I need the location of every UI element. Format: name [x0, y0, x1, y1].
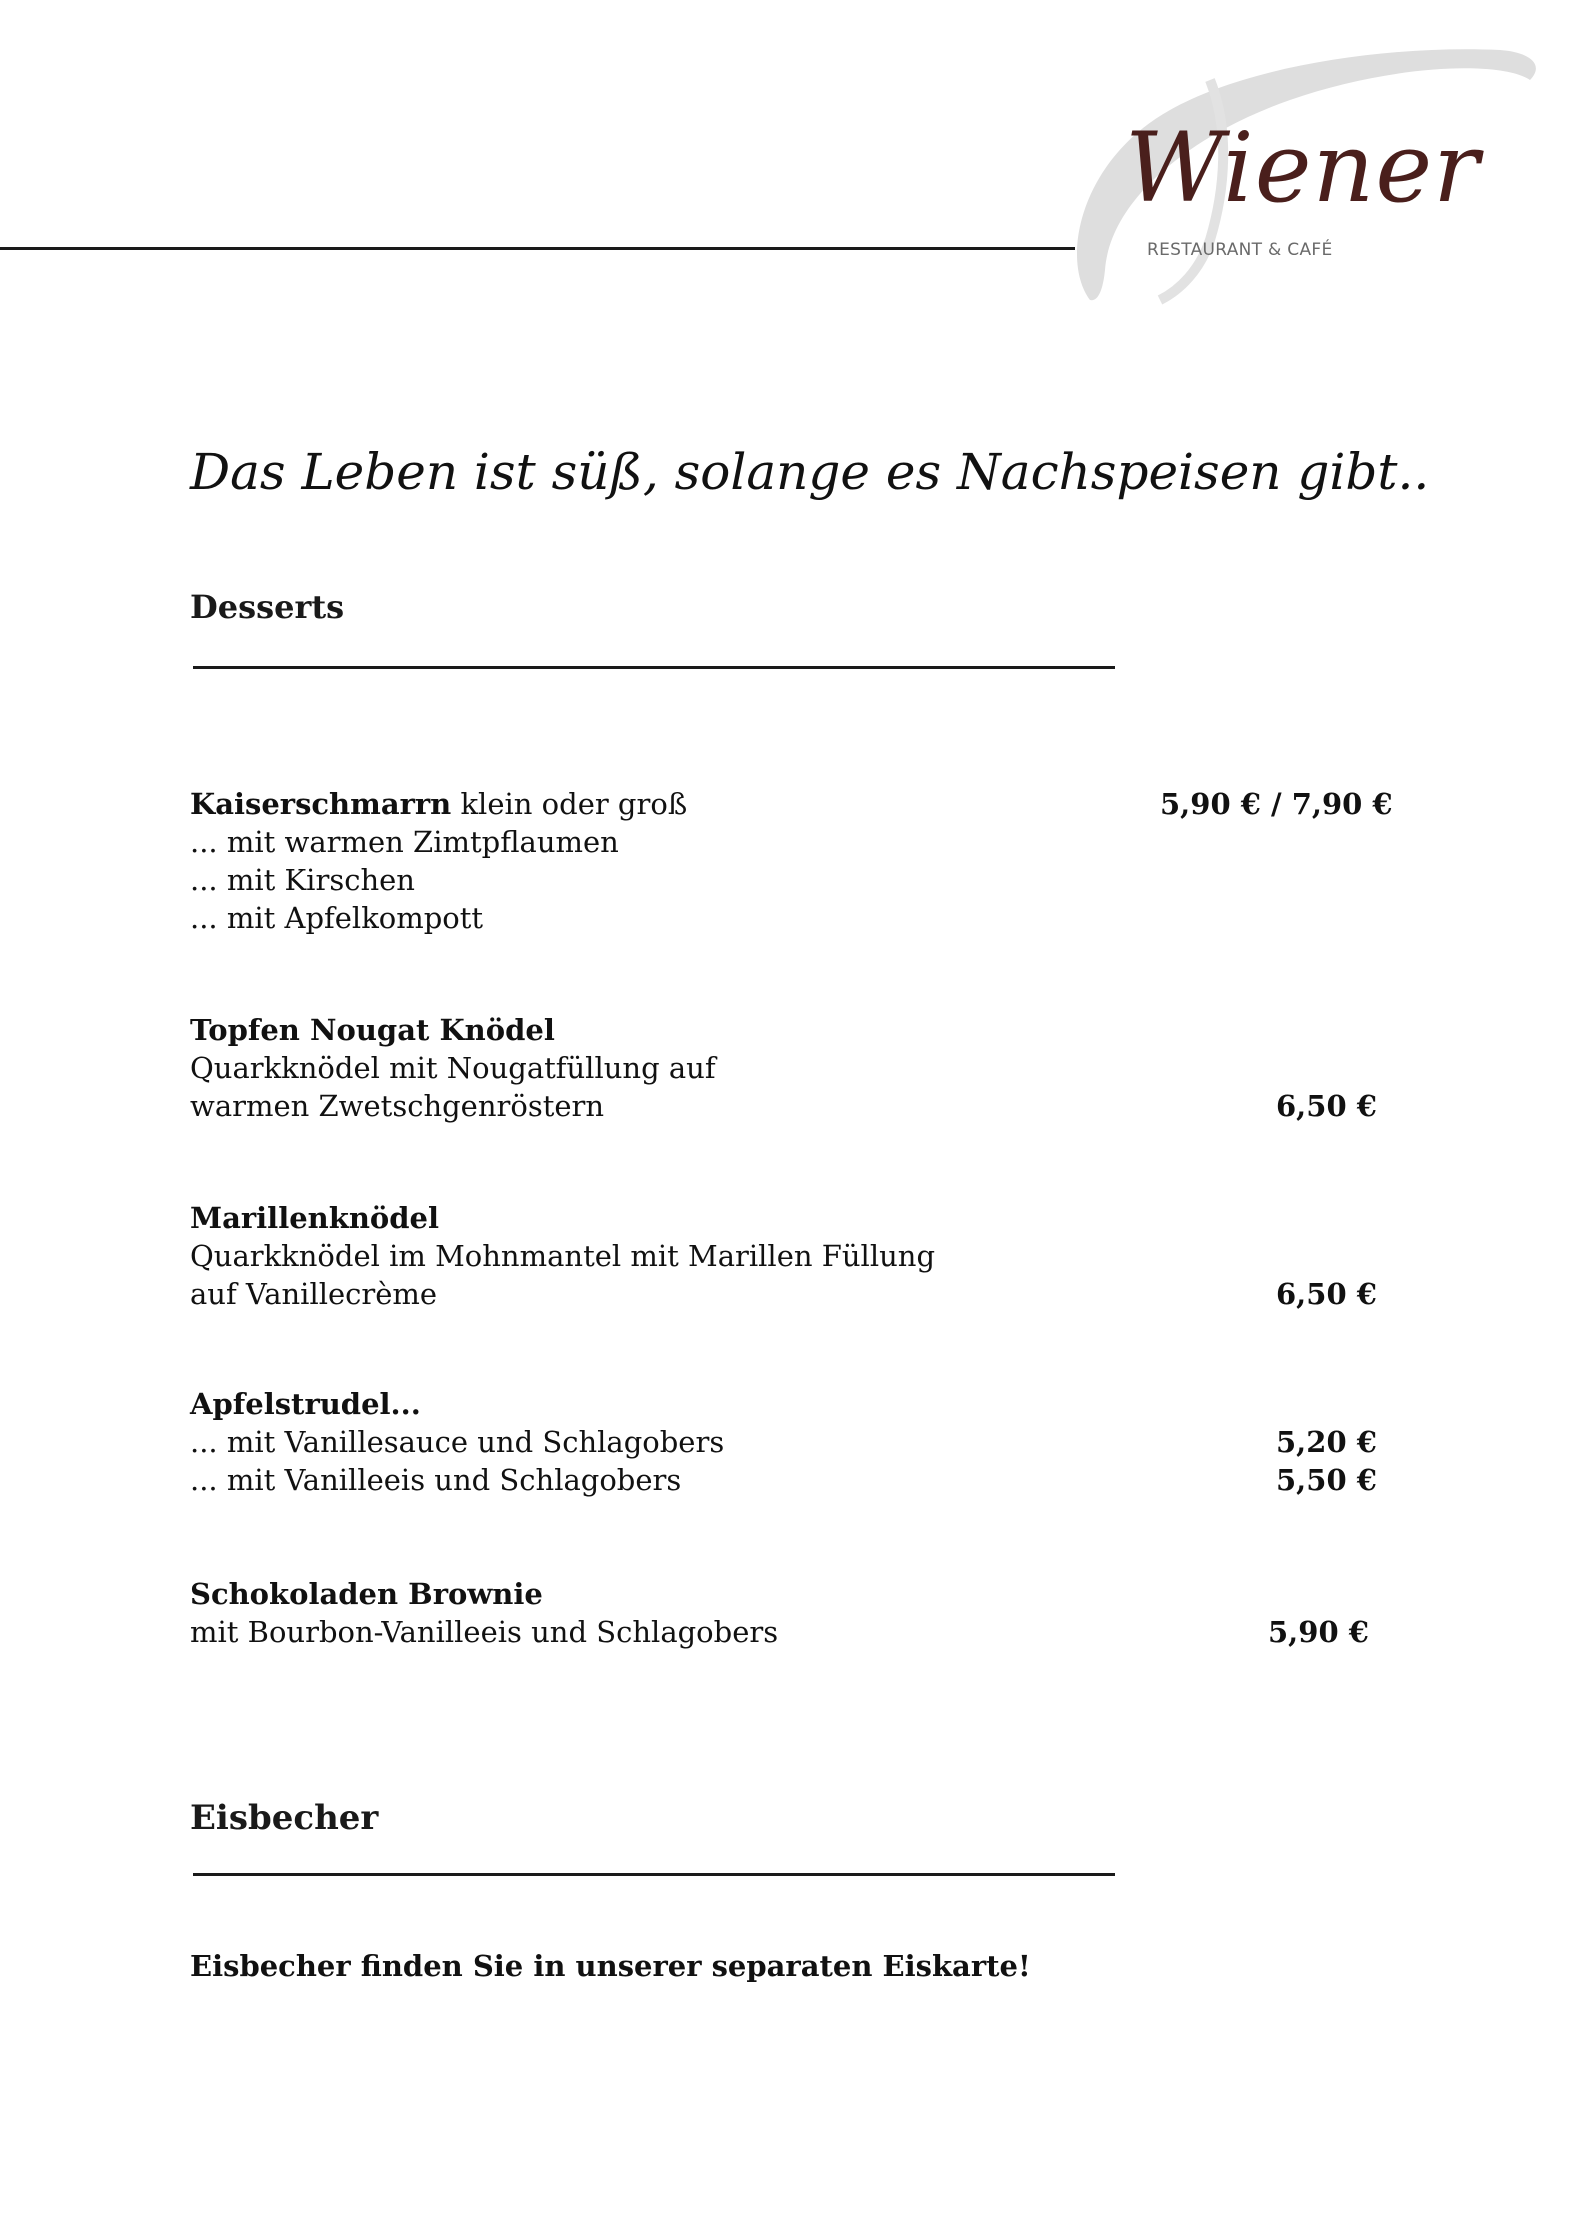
item-price: 5,20 €	[1276, 1425, 1377, 1459]
item-price: 5,90 €	[1268, 1615, 1369, 1649]
item-description-line: mit Bourbon-Vanilleeis und Schlagobers	[190, 1615, 779, 1649]
item-description-line: ... mit Vanillesauce und Schlagobers	[190, 1425, 725, 1459]
item-name: Schokoladen Brownie	[190, 1577, 543, 1611]
item-name: Kaiserschmarrn	[190, 787, 452, 821]
logo-wordmark: Wiener	[1125, 112, 1481, 224]
item-description-line: Quarkknödel im Mohnmantel mit Marillen Füllung	[190, 1239, 936, 1273]
section-title-eisbecher: Eisbecher	[190, 1798, 379, 1838]
header-divider	[0, 247, 1075, 250]
item-description-line: warmen Zwetschgenröstern	[190, 1089, 605, 1123]
section-title-desserts: Desserts	[190, 588, 345, 626]
item-name: Topfen Nougat Knödel	[190, 1013, 555, 1047]
item-description-line: ... mit Kirschen	[190, 863, 415, 897]
section-divider	[193, 1873, 1115, 1876]
logo-subtitle: RESTAURANT & CAFÉ	[1147, 240, 1333, 260]
item-price: 5,90 € / 7,90 €	[1160, 787, 1393, 821]
item-name: Apfelstrudel...	[190, 1387, 421, 1421]
menu-item	[190, 1385, 1390, 1499]
item-price: 5,50 €	[1276, 1463, 1377, 1497]
menu-item	[190, 1199, 1390, 1313]
menu-item	[190, 1011, 1390, 1125]
item-name: Marillenknödel	[190, 1201, 440, 1235]
item-description-line: ... mit Apfelkompott	[190, 901, 484, 935]
item-description-line: ... mit warmen Zimtpflaumen	[190, 825, 619, 859]
item-price: 6,50 €	[1276, 1277, 1377, 1311]
item-description-line: Quarkknödel mit Nougatfüllung auf	[190, 1051, 716, 1085]
restaurant-logo	[1060, 40, 1540, 320]
menu-tagline: Das Leben ist süß, solange es Nachspeisen gibt..	[190, 443, 1430, 501]
eisbecher-note: Eisbecher finden Sie in unserer separaten Eiskarte!	[190, 1949, 1031, 1983]
item-description-line: ... mit Vanilleeis und Schlagobers	[190, 1463, 682, 1497]
item-name-suffix: klein oder groß	[451, 787, 688, 821]
section-divider	[193, 666, 1115, 669]
item-price: 6,50 €	[1276, 1089, 1377, 1123]
item-description-line: auf Vanillecrème	[190, 1277, 438, 1311]
menu-item	[190, 1575, 1390, 1651]
